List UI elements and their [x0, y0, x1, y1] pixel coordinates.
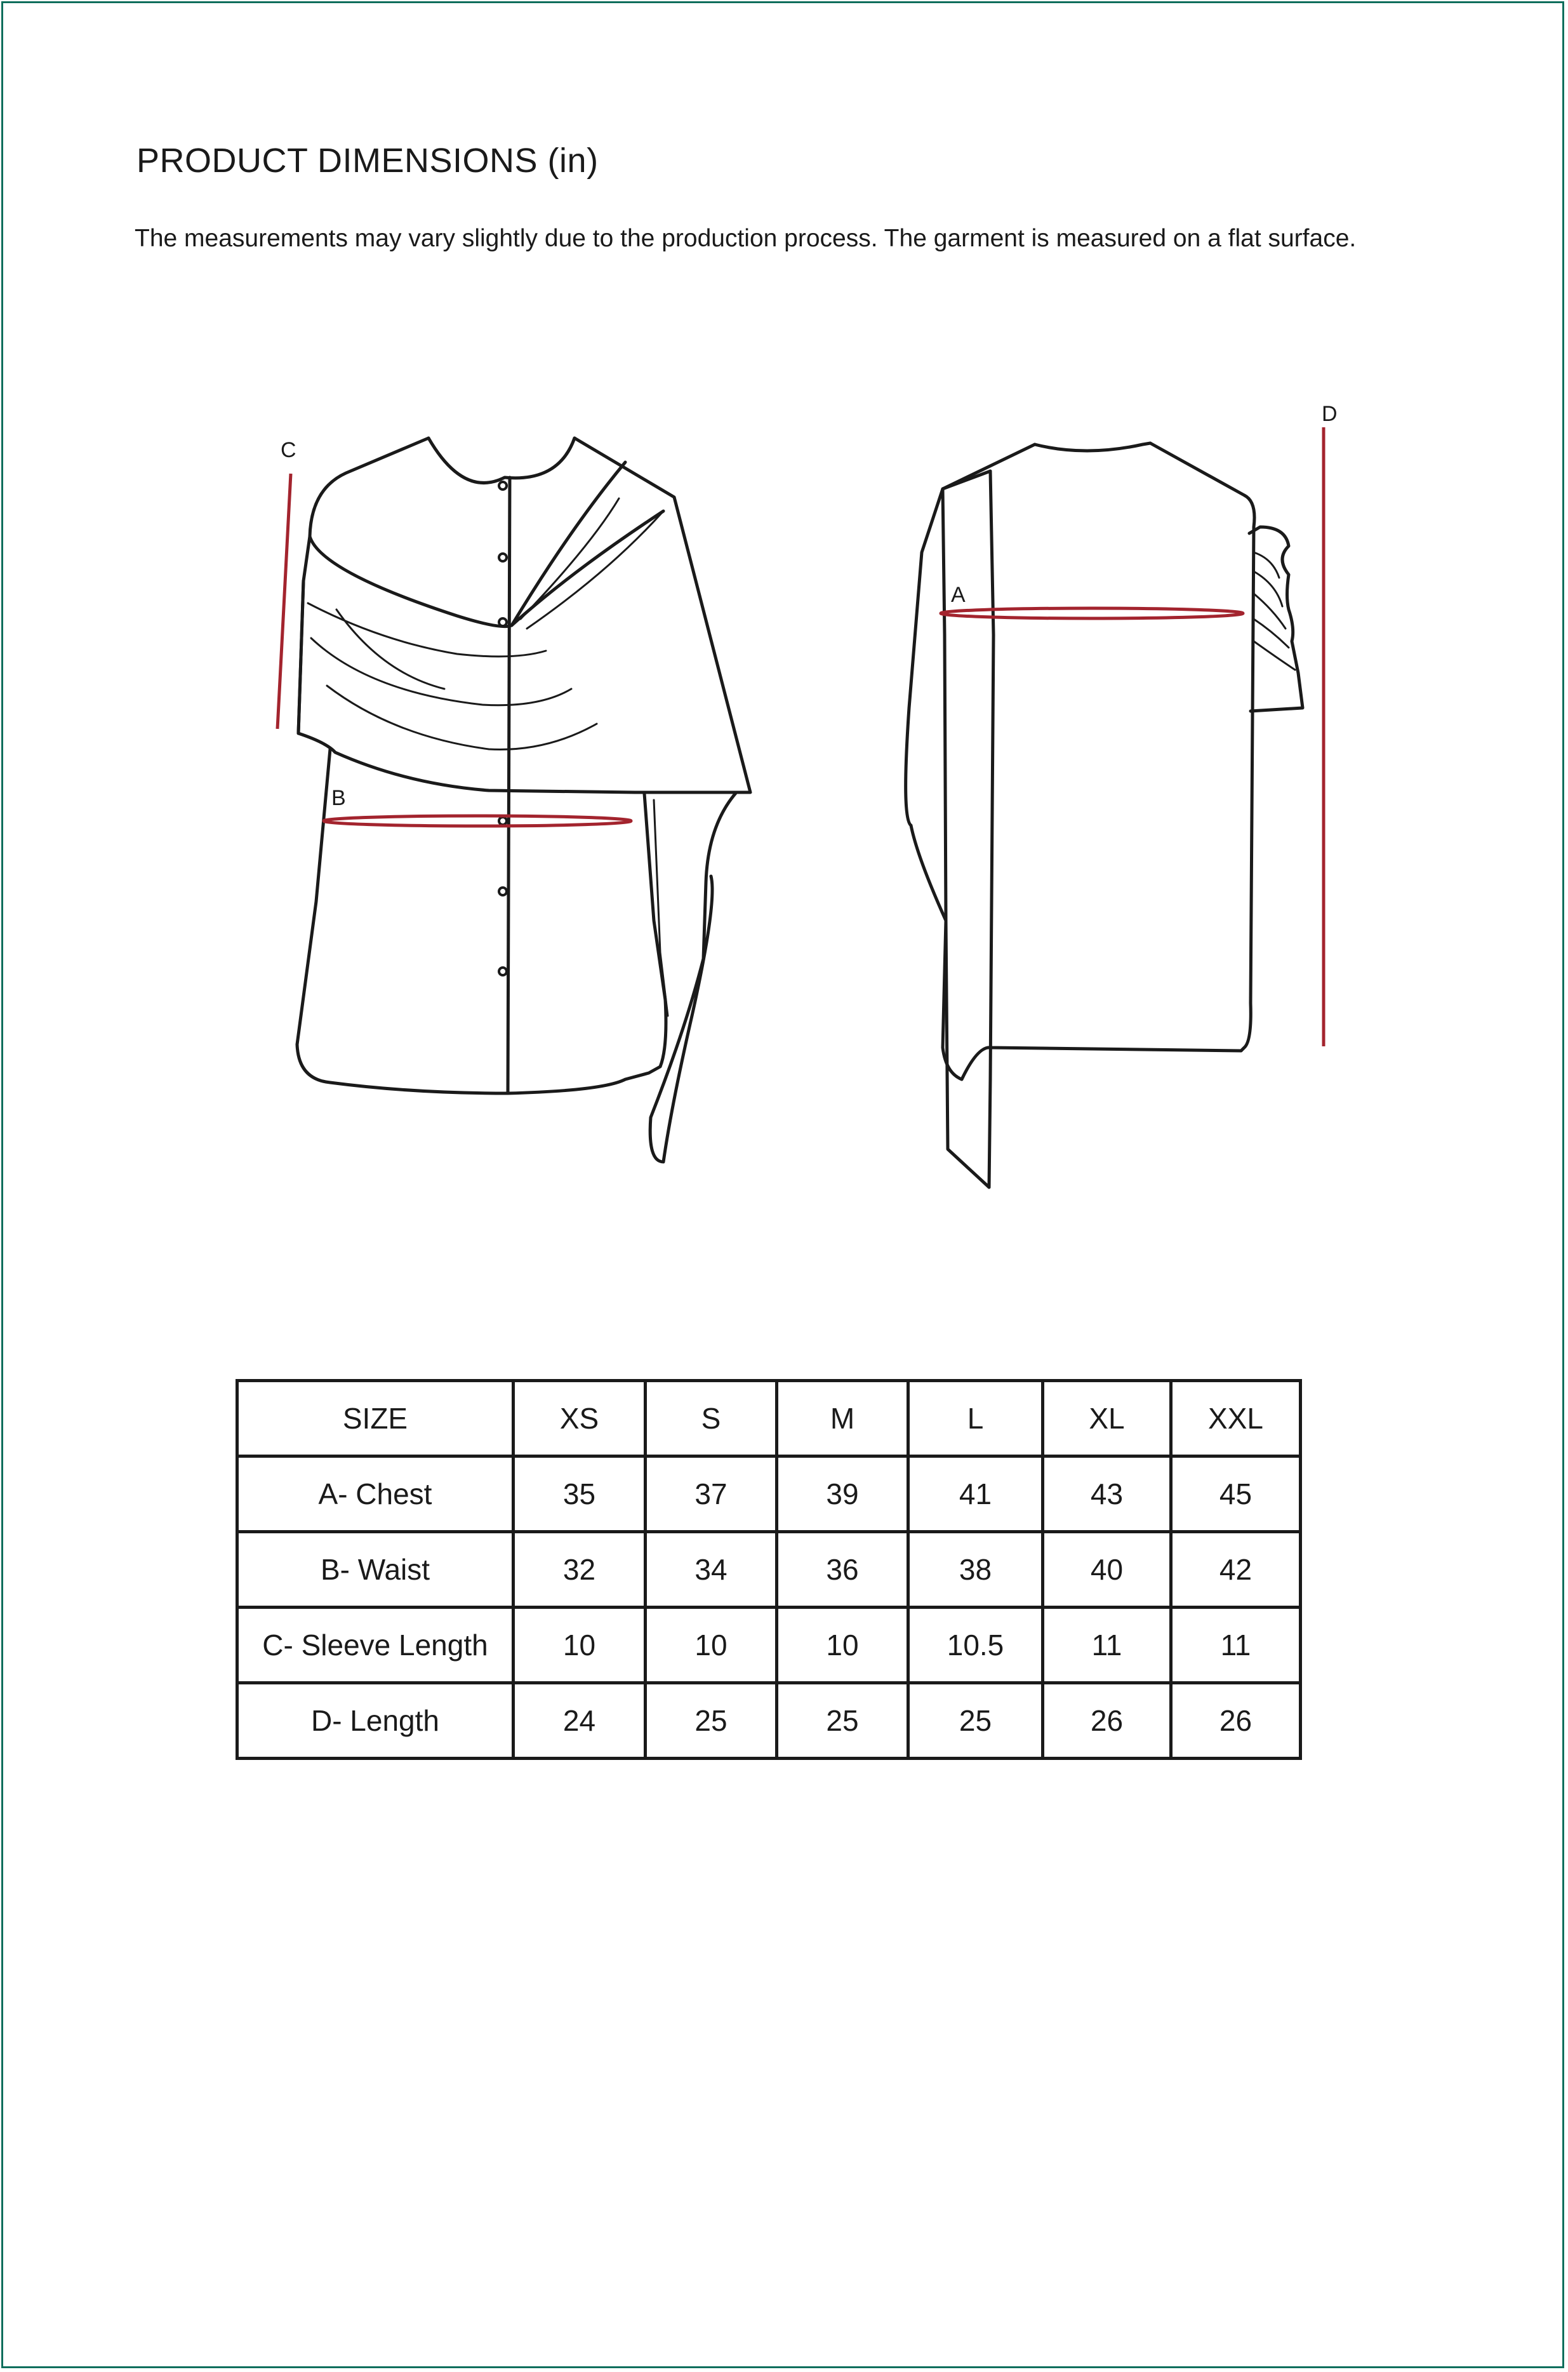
header-cell: SIZE: [237, 1381, 514, 1456]
front-left-side: [297, 749, 330, 1044]
table-cell: 10: [646, 1608, 777, 1683]
table-cell: 25: [777, 1683, 908, 1759]
table-cell: 26: [1171, 1683, 1301, 1759]
front-hem: [297, 1000, 666, 1093]
back-strap-left: [946, 921, 989, 1187]
table-cell: 40: [1043, 1532, 1171, 1608]
table-cell: 32: [514, 1532, 646, 1608]
label-c: C: [281, 438, 296, 462]
row-label-cell: A- Chest: [237, 1456, 514, 1532]
table-row: [237, 1456, 1301, 1532]
table-cell: 37: [646, 1456, 777, 1532]
chest-measure-line: [941, 608, 1243, 618]
back-measurements: [941, 427, 1324, 1046]
drape-bottom-edge: [298, 536, 736, 792]
table-cell: 10.5: [908, 1608, 1043, 1683]
table-cell: 41: [908, 1456, 1043, 1532]
front-left-shoulder: [310, 438, 429, 536]
header-cell: M: [777, 1381, 908, 1456]
header-cell: S: [646, 1381, 777, 1456]
front-neckline: [429, 438, 575, 483]
table-cell: 10: [777, 1608, 908, 1683]
back-view: [906, 443, 1303, 1187]
table-cell: 10: [514, 1608, 646, 1683]
front-view: [297, 438, 750, 1162]
header-cell: XS: [514, 1381, 646, 1456]
table-cell: 25: [908, 1683, 1043, 1759]
header-cell: XXL: [1171, 1381, 1301, 1456]
table-cell: 26: [1043, 1683, 1171, 1759]
table-cell: 11: [1171, 1608, 1301, 1683]
page-title: PRODUCT DIMENSIONS (in): [136, 142, 599, 180]
table-cell: 43: [1043, 1456, 1171, 1532]
table-cell: 39: [777, 1456, 908, 1532]
back-strap-right: [989, 471, 993, 1187]
front-buttons: [499, 482, 507, 975]
back-neckline: [1035, 443, 1150, 451]
table-row: [237, 1608, 1301, 1683]
sleeve-measure-line: [277, 474, 291, 729]
back-right-edge: [1150, 443, 1254, 1051]
row-label-cell: B- Waist: [237, 1532, 514, 1608]
back-hem: [962, 1048, 1241, 1079]
table-cell: 45: [1171, 1456, 1301, 1532]
table-cell: 34: [646, 1532, 777, 1608]
table-cell: 35: [514, 1456, 646, 1532]
table-header-row: [237, 1381, 1301, 1456]
table-cell: 24: [514, 1683, 646, 1759]
label-a: A: [951, 583, 966, 607]
table-row: [237, 1683, 1301, 1759]
waist-measure-line: [324, 816, 631, 826]
header-cell: XL: [1043, 1381, 1171, 1456]
size-chart-table: [236, 1379, 1302, 1760]
table-cell: 36: [777, 1532, 908, 1608]
label-d: D: [1322, 402, 1338, 426]
measurement-note: The measurements may vary slightly due to the production process. The garment is measured on a flat surface.: [135, 225, 1357, 252]
table-cell: 25: [646, 1683, 777, 1759]
row-label-cell: D- Length: [237, 1683, 514, 1759]
table-row: [237, 1532, 1301, 1608]
back-left-edge: [906, 444, 1035, 1079]
header-cell: L: [908, 1381, 1043, 1456]
front-placket: [508, 477, 510, 1093]
table-cell: 11: [1043, 1608, 1171, 1683]
table-cell: 42: [1171, 1532, 1301, 1608]
table-cell: 38: [908, 1532, 1043, 1608]
drape-shoulder-edge: [512, 462, 625, 625]
row-label-cell: C- Sleeve Length: [237, 1608, 514, 1683]
label-b: B: [331, 786, 346, 810]
